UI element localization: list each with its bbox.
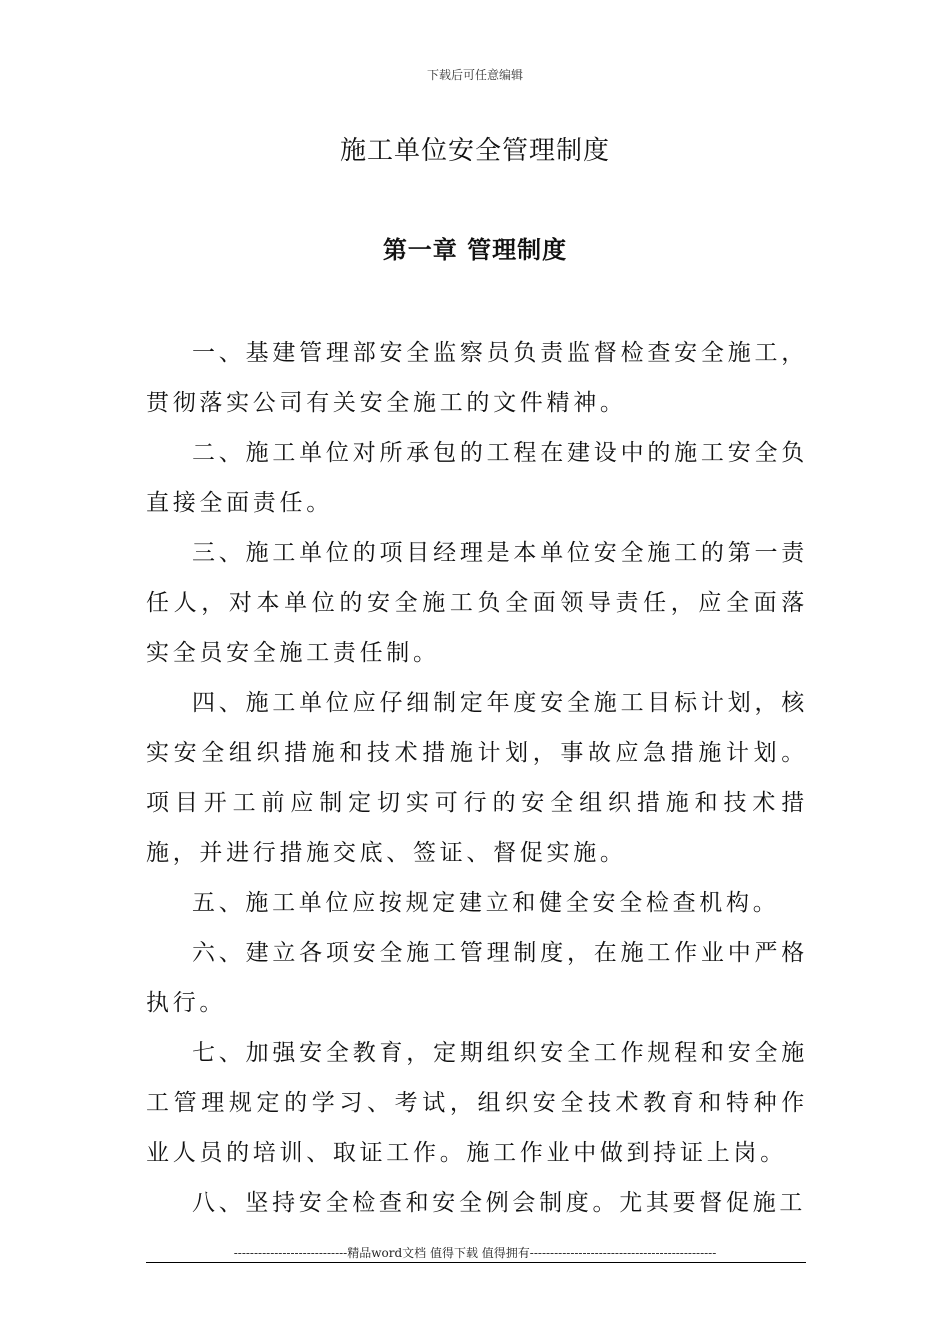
- footer-note: ----------------------------精品word文档 值得下载 值得拥有----------------------------------------------: [233, 1246, 717, 1260]
- paragraph-1: 一、基建管理部安全监察员负责监督检查安全施工，贯彻落实公司有关安全施工的文件精神。: [146, 340, 808, 416]
- paragraph-4: 四、施工单位应仔细制定年度安全施工目标计划，核实安全组织措施和技术措施计划，事故应急措施计划。项目开工前应制定切实可行的安全组织措施和技术措施，并进行措施交底、签证、督促实施。: [146, 690, 808, 866]
- paragraph-8: 八、坚持安全检查和安全例会制度。尤其要督促施工: [192, 1190, 807, 1216]
- paragraph-3: 三、施工单位的项目经理是本单位安全施工的第一责任人，对本单位的安全施工负全面领导责任，应全面落实全员安全施工责任制。: [146, 540, 808, 666]
- chapter-title: 第一章 管理制度: [382, 236, 568, 264]
- paragraph-2: 二、施工单位对所承包的工程在建设中的施工安全负直接全面责任。: [146, 440, 808, 516]
- paragraph-7: 七、加强安全教育，定期组织安全工作规程和安全施工管理规定的学习、考试，组织安全技术教育和特种作业人员的培训、取证工作。施工作业中做到持证上岗。: [146, 1040, 808, 1166]
- header-note: 下载后可任意编辑: [426, 68, 523, 82]
- footer-divider: [146, 1262, 806, 1263]
- paragraph-6: 六、建立各项安全施工管理制度，在施工作业中严格执行。: [146, 940, 808, 1016]
- document-title: 施工单位安全管理制度: [339, 136, 610, 166]
- document-body: [146, 328, 808, 1228]
- paragraph-5: 五、施工单位应按规定建立和健全安全检查机构。: [192, 890, 780, 916]
